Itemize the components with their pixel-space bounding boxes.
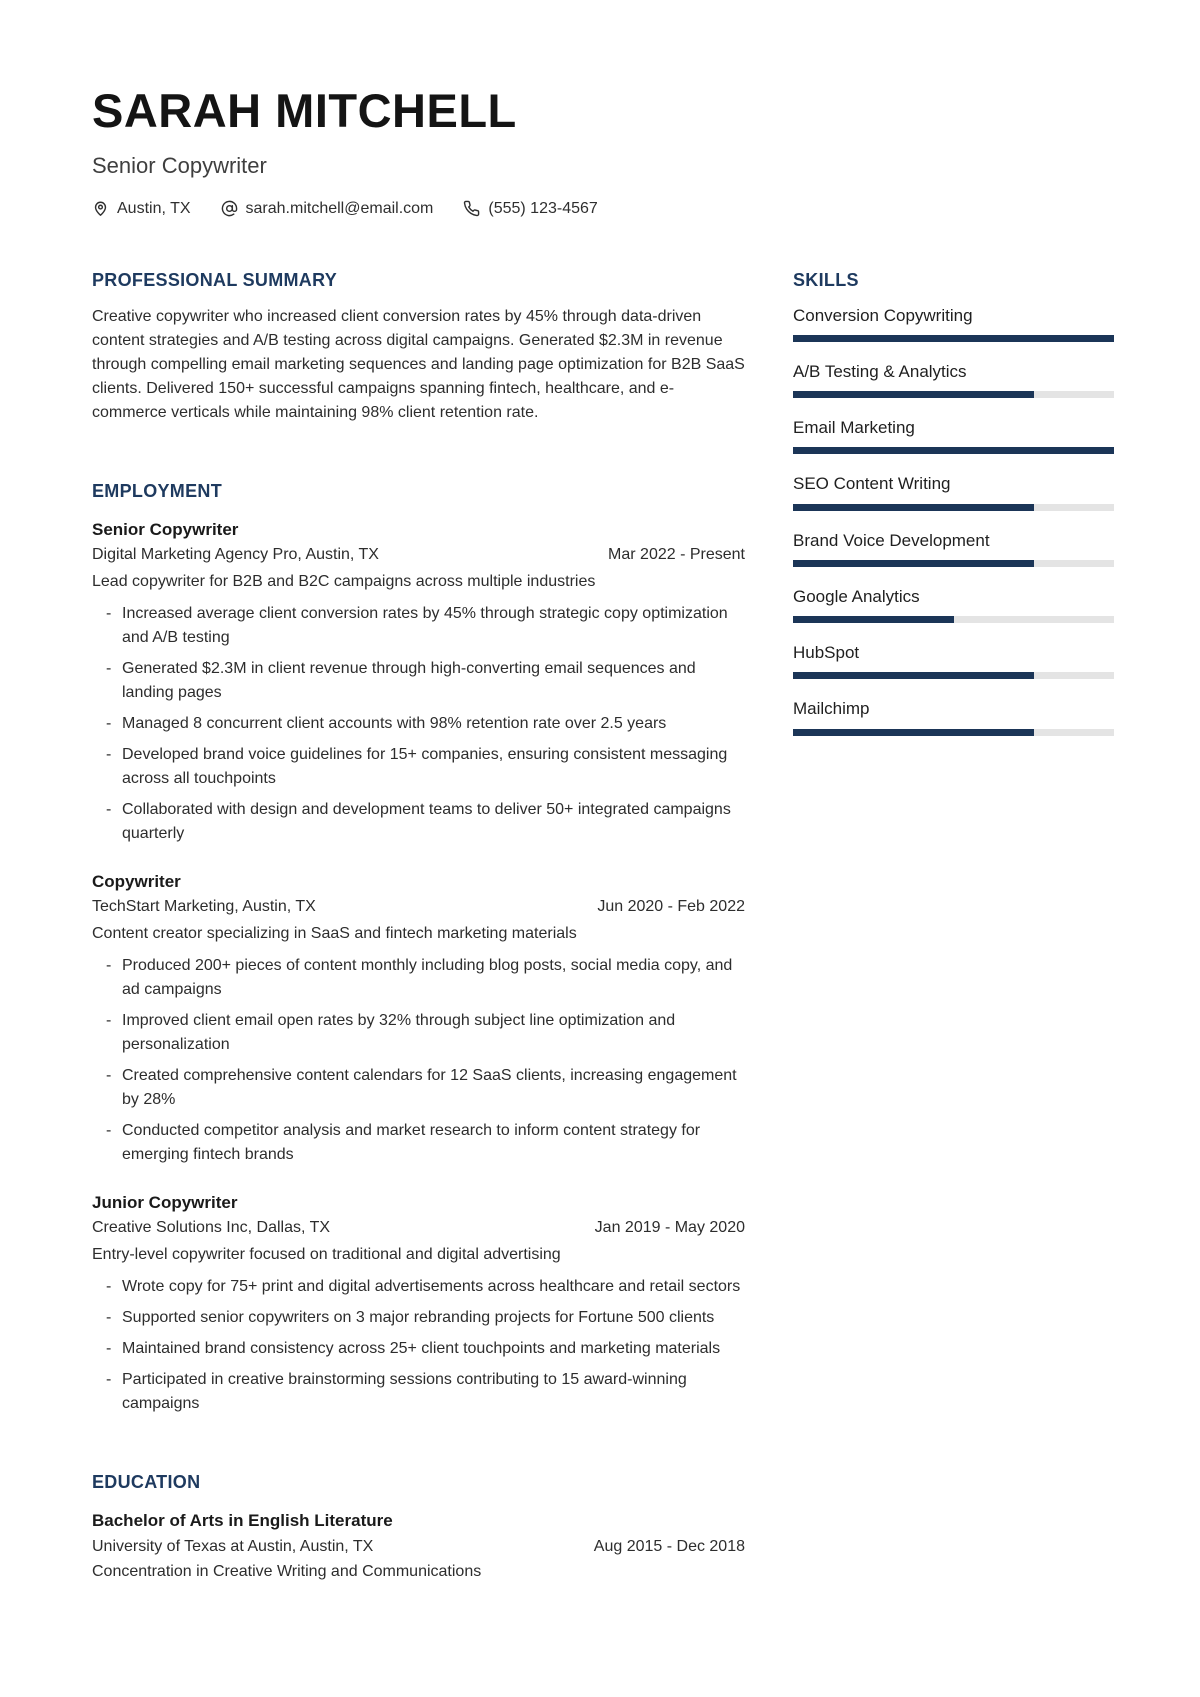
job-dates: Mar 2022 - Present <box>608 545 745 563</box>
skill-bar-fill <box>793 447 1114 454</box>
job-meta-row <box>92 898 745 916</box>
content-columns <box>92 270 1114 1581</box>
skill-bar-track <box>793 504 1114 511</box>
education-meta-row <box>92 1538 745 1556</box>
job-summary: Entry-level copywriter focused on traditional and digital advertising <box>92 1245 561 1263</box>
contact-text: (555) 123-4567 <box>488 199 598 217</box>
skill-bar-fill <box>793 391 1034 398</box>
skill-name: HubSpot <box>793 643 860 663</box>
job-summary: Content creator specializing in SaaS and fintech marketing materials <box>92 924 577 942</box>
phone-icon <box>463 200 480 217</box>
education-degree: Bachelor of Arts in English Literature <box>92 1510 393 1530</box>
skill-name: Brand Voice Development <box>793 530 990 550</box>
section-skills <box>793 270 1114 736</box>
job-bullet: - Increased average client conversion rates by 45% through strategic copy optimization and A/B testing <box>92 602 745 650</box>
skill-name: Conversion Copywriting <box>793 305 973 325</box>
education-school: University of Texas at Austin, Austin, TX <box>92 1537 374 1555</box>
job-meta-row <box>92 546 745 564</box>
job-bullet-list <box>92 602 745 846</box>
section-professional-summary <box>92 270 745 425</box>
job-bullet: - Wrote copy for 75+ print and digital advertisements across healthcare and retail sectors <box>92 1275 745 1299</box>
job-bullet: - Conducted competitor analysis and market research to inform content strategy for emerging fintech brands <box>92 1119 745 1167</box>
job-title: Senior Copywriter <box>92 519 239 539</box>
job-bullet: - Managed 8 concurrent client accounts with 98% retention rate over 2.5 years <box>92 712 745 736</box>
education-concentration: Concentration in Creative Writing and Communications <box>92 1562 482 1580</box>
job-dates: Jan 2019 - May 2020 <box>594 1218 745 1236</box>
job-title: Junior Copywriter <box>92 1192 238 1212</box>
skill-bar-fill <box>793 560 1034 567</box>
contact-item <box>463 200 597 218</box>
skill-bar-fill <box>793 672 1034 679</box>
job-company: Digital Marketing Agency Pro, Austin, TX <box>92 545 379 563</box>
contact-item <box>92 200 191 218</box>
job-bullet: - Developed brand voice guidelines for 15+ companies, ensuring consistent messaging across all touchpoints <box>92 743 745 791</box>
skill-bar-fill <box>793 335 1114 342</box>
skill-name: Google Analytics <box>793 586 920 606</box>
person-name: SARAH MITCHELL <box>92 84 517 137</box>
education-dates: Aug 2015 - Dec 2018 <box>593 1537 745 1555</box>
right-column <box>793 270 1114 1581</box>
skill-item <box>793 361 1114 398</box>
contact-item <box>221 200 434 218</box>
contact-text: Austin, TX <box>117 199 191 217</box>
skill-name: A/B Testing & Analytics <box>793 361 967 381</box>
job-bullet-list <box>92 954 745 1167</box>
job-entry <box>92 520 745 846</box>
job-summary: Lead copywriter for B2B and B2C campaigns across multiple industries <box>92 572 596 590</box>
skill-item <box>793 530 1114 567</box>
skill-item <box>793 698 1114 735</box>
job-bullet: - Collaborated with design and development teams to deliver 50+ integrated campaigns quarterly <box>92 798 745 846</box>
at-sign-icon <box>221 200 238 217</box>
job-company: Creative Solutions Inc, Dallas, TX <box>92 1218 331 1236</box>
skill-item <box>793 642 1114 679</box>
job-bullet: - Produced 200+ pieces of content monthly including blog posts, social media copy, and ad campaigns <box>92 954 745 1002</box>
person-job-title: Senior Copywriter <box>92 153 267 179</box>
skill-bar-fill <box>793 729 1034 736</box>
skill-name: Email Marketing <box>793 418 915 438</box>
skill-bar-track <box>793 391 1114 398</box>
job-bullet: - Improved client email open rates by 32% through subject line optimization and personalization <box>92 1009 745 1057</box>
job-entry <box>92 872 745 1167</box>
job-bullet: - Generated $2.3M in client revenue through high-converting email sequences and landing pages <box>92 657 745 705</box>
job-title: Copywriter <box>92 871 181 891</box>
section-employment <box>92 481 745 1416</box>
skill-bar-fill <box>793 616 954 623</box>
skill-name: SEO Content Writing <box>793 474 951 494</box>
skill-bar-track <box>793 672 1114 679</box>
skill-item <box>793 586 1114 623</box>
skill-bar-fill <box>793 504 1034 511</box>
skill-bar-track <box>793 729 1114 736</box>
job-bullet: - Created comprehensive content calendars for 12 SaaS clients, increasing engagement by 28% <box>92 1064 745 1112</box>
resume-header <box>92 86 1114 218</box>
contact-row <box>92 200 1114 218</box>
section-education <box>92 1472 745 1581</box>
skill-item <box>793 417 1114 454</box>
skills-heading: SKILLS <box>793 269 859 290</box>
education-heading: EDUCATION <box>92 1471 201 1492</box>
skill-item <box>793 473 1114 510</box>
job-entry <box>92 1193 745 1416</box>
skills-list <box>793 305 1114 736</box>
job-meta-row <box>92 1219 745 1237</box>
left-column <box>92 270 745 1581</box>
job-bullet: - Participated in creative brainstorming sessions contributing to 15 award-winning campaigns <box>92 1368 745 1416</box>
contact-text: sarah.mitchell@email.com <box>245 199 434 217</box>
skill-bar-track <box>793 560 1114 567</box>
skill-item <box>793 305 1114 342</box>
job-company: TechStart Marketing, Austin, TX <box>92 897 316 915</box>
employment-heading: EMPLOYMENT <box>92 480 223 501</box>
job-bullet: - Maintained brand consistency across 25+ client touchpoints and marketing materials <box>92 1337 745 1361</box>
skill-name: Mailchimp <box>793 699 870 719</box>
skill-bar-track <box>793 335 1114 342</box>
job-bullet-list <box>92 1275 745 1416</box>
job-bullet: - Supported senior copywriters on 3 major rebranding projects for Fortune 500 clients <box>92 1306 745 1330</box>
jobs-list <box>92 520 745 1416</box>
professional-summary-text: Creative copywriter who increased client conversion rates by 45% through data-driven content strategies and A/B testing across digital campaigns. Generated $2.3M in revenue through compelling email marketing sequences and landing page optimization for B2B SaaS clients. Delivered 150+ successful campaigns spanning fintech, healthcare, and e-commerce verticals while maintaining 98% client retention rate. <box>92 307 745 421</box>
job-dates: Jun 2020 - Feb 2022 <box>597 897 745 915</box>
location-pin-icon <box>92 200 109 217</box>
skill-bar-track <box>793 616 1114 623</box>
skill-bar-track <box>793 447 1114 454</box>
professional-summary-heading: PROFESSIONAL SUMMARY <box>92 269 338 290</box>
